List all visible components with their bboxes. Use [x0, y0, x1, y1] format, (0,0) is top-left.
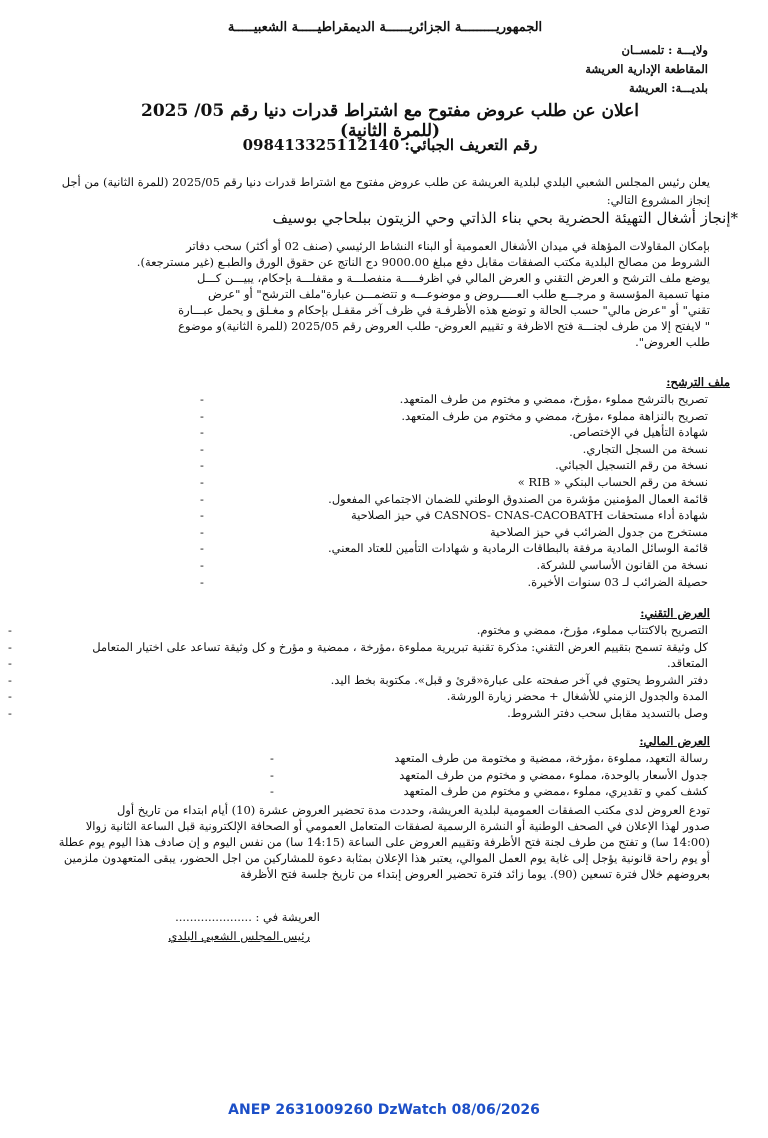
list-item: حصيلة الضرائب لـ 03 سنوات الأخيرة. - [200, 574, 708, 589]
list-item: شهادة التأهيل في الإختصاص. - [200, 425, 708, 440]
list-item: المتعاقد. - [8, 656, 708, 671]
list-item: نسخة من السجل التجاري. - [200, 441, 708, 456]
paragraph-line: طلب العروض". [635, 335, 710, 349]
deposit-paragraph [38, 802, 710, 882]
bullet-dash: - [200, 491, 204, 506]
bullet-dash: - [8, 623, 12, 637]
paragraph-line: الشروط من مصالح البلدية مكتب الصفقات مقابل دفع مبلغ 9000.00 دج الناتج عن حقوق الورق والطبـع (غير مسترجعة). [136, 255, 710, 269]
list-item: كل وثيقة تسمح بتقييم العرض التقني: مذكرة تقنية تبريرية مملوءة ،مؤرخة ، ممضية و مؤرخ و كل وثيقة تساعد على اختيار المتعامل - [8, 639, 708, 654]
bullet-dash: - [200, 408, 204, 423]
bullet-dash: - [200, 524, 204, 539]
bullet-dash: - [270, 751, 274, 765]
bullet-dash: - [200, 474, 204, 489]
list-item: جدول الأسعار بالوحدة، مملوء ،ممضي و مختوم من طرف المتعهد - [270, 767, 708, 782]
paragraph-line: تقني" أو "عرض مالي" حسب الحالة و توضع هذه الأظرفـة في ظرف آخر مقفـل بإحكام و مغـلق و يحمل عبـــارة [178, 303, 710, 317]
list-item: تصريح بالترشح مملوء ،مؤرخ، ممضي و مختوم من طرف المتعهد. - [200, 392, 708, 406]
list-item: رسالة التعهد، مملوءة ،مؤرخة، ممضية و مختومة من طرف المتعهد - [270, 751, 708, 765]
paragraph-line: أو يوم راحة قانونية يؤجل إلى غاية يوم العمل الموالي، يعتبر هذا الإعلان بمثابة دعوة للمشاركين من اجل الحضور، يبقى المتعهدون ملزمين [63, 851, 710, 865]
signer-title: رئيس المجلس الشعبي البلدي [168, 929, 310, 943]
list-item: تصريح بالنزاهة مملوء ،مؤرخ، ممضي و مختوم من طرف المتعهد. - [200, 408, 708, 423]
paragraph-line: صدور لهذا الإعلان في الصحف الوطنية أو النشرة الرسمية لصفقات المتعامل العمومي أو الصحافة الإلكترونية قبل الساعة الثانية زوالا [85, 819, 710, 833]
paragraph-line: يوضع ملف الترشح و العرض التقني و العرض المالي في اظرفـــــة منفصلـــة و مقفلـــة بإحكام، يبيـــن كـــل [196, 271, 710, 285]
paragraph-line: منها تسمية المؤسسة و مرجـــع طلب العـــــروض و موضوعـــه و تتضمـــن عبارة"ملف الترشح" أو "عرض [207, 287, 710, 301]
publication-reference: ANEP 2631009260 DzWatch 08/06/2026 [228, 1102, 540, 1118]
candidature-heading: ملف الترشح: [666, 375, 730, 389]
intro-line-2: إنجاز المشروع التالي: [606, 193, 710, 207]
bullet-dash: - [200, 574, 204, 589]
project-title: *إنجاز أشغال التهيئة الحضرية بحي بناء الذاتي وحي الزيتون ببلحاجي بوسيف [272, 209, 738, 227]
bullet-dash: - [8, 639, 12, 654]
list-item: قائمة الوسائل المادية مرفقة بالبطاقات الرمادية و شهادات التأمين للعتاد المعني. - [200, 541, 708, 556]
candidature-list [200, 391, 708, 590]
bullet-dash: - [8, 705, 12, 720]
technical-heading: العرض التقني: [640, 606, 710, 620]
bullet-dash: - [200, 392, 204, 406]
technical-list [8, 622, 708, 722]
bullet-dash: - [270, 767, 274, 782]
bullet-dash: - [200, 425, 204, 440]
bullet-dash: - [8, 656, 12, 671]
bullet-dash: - [200, 508, 204, 523]
bullet-dash: - [200, 557, 204, 572]
announcement-title: اعلان عن طلب عروض مفتوح مع اشتراط قدرات دنيا رقم 05/ 2025 (للمرة الثانية) [141, 101, 639, 141]
bullet-dash: - [270, 784, 274, 799]
daira-line: المقاطعة الإدارية العريشة [585, 62, 708, 76]
bullet-dash: - [200, 458, 204, 473]
list-item: نسخة من رقم الحساب البنكي « RIB » - [200, 474, 708, 489]
place-date: العريشة في : ..................... [175, 910, 320, 924]
list-item: قائمة العمال المؤمنين مؤشرة من الصندوق الوطني للضمان الاجتماعي المفعول. - [200, 491, 708, 506]
financial-list [270, 750, 708, 800]
list-item: دفتر الشروط يحتوي في آخر صفحته على عبارة«قرئ و قبل». مكتوبة بخط اليد. - [8, 672, 708, 687]
paragraph-line: (14:00 سا) و تفتح من طرف لجنة فتح الأظرفة وتقييم العروض على الساعة (14:15 سا) من نفس اليوم و إن صادف هذا اليوم يوم عطلة [58, 835, 710, 849]
list-item: شهادة أداء مستحقات CASNOS- CNAS-CACOBATH في حيز الصلاحية - [200, 508, 708, 523]
conditions-paragraph [38, 238, 710, 350]
financial-heading: العرض المالي: [639, 734, 710, 748]
paragraph-line: بعروضهم خلال فترة تسعين (90). يوما زائد فترة تحضير العروض إبتداء من تاريخ جلسة فتح الأظرفة [240, 867, 710, 881]
list-item: التصريح بالاكتتاب مملوء، مؤرخ، ممضي و مختوم. - [8, 623, 708, 637]
paragraph-line: تودع العروض لدى مكتب الصفقات العمومية لبلدية العريشة، وحددت مدة تحضير العروض عشرة (10) أيام ابتداء من تاريخ أول [116, 803, 710, 817]
intro-line-1: يعلن رئيس المجلس الشعبي البلدي لبلدية العريشة عن طلب عروض مفتوح مع اشتراط قدرات دنيا رقم 2025/05 (للمرة الثانية) من أجل [61, 175, 710, 189]
wilaya-line: ولايـــة : تلمســان [621, 43, 708, 57]
commune-line: بلديـــة: العريشة [629, 81, 708, 95]
tax-id: رقم التعريف الجبائي: 098413325112140 [242, 136, 538, 154]
paragraph-line: بإمكان المقاولات المؤهلة في ميدان الأشغال العمومية أو البناء النشاط الرئيسي (صنف 02 أو أكثر) سحب دفاتر [186, 239, 710, 253]
list-item: وصل بالتسديد مقابل سحب دفتر الشروط. - [8, 705, 708, 720]
bullet-dash: - [8, 689, 12, 704]
list-item: المدة والجدول الزمني للأشغال + محضر زيارة الورشة. - [8, 689, 708, 704]
bullet-dash: - [200, 441, 204, 456]
list-item: نسخة من القانون الأساسي للشركة. - [200, 557, 708, 572]
paragraph-line: " لايفتح إلا من طرف لجنـــة فتح الاظرفة و تقييم العروض- طلب العروض رقم 2025/05 (للمرة الثانية)و موضوع [178, 319, 710, 333]
bullet-dash: - [8, 672, 12, 687]
list-item: كشف كمي و تقديري، مملوء ،ممضي و مختوم من طرف المتعهد - [270, 784, 708, 799]
bullet-dash: - [200, 541, 204, 556]
list-item: نسخة من رقم التسجيل الجبائي. - [200, 458, 708, 473]
republic-header: الجمهوريـــــــــة الجزائريــــــة الديمقراطيـــــة الشعبيـــــة [227, 20, 543, 35]
list-item: مستخرج من جدول الضرائب في حيز الصلاحية - [200, 524, 708, 539]
